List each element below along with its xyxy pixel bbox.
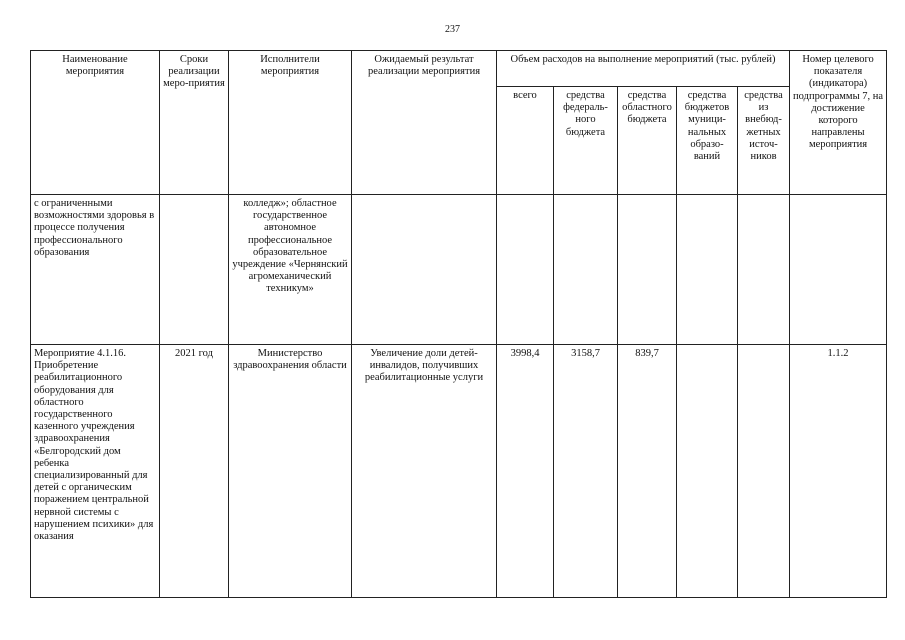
header-municipal-budget: средства бюджетов муници-нальных образо-ваний <box>677 87 738 195</box>
row-indicator <box>790 195 887 345</box>
header-indicator-number: Номер целевого показателя (индикатора) подпрограммы 7, на достижение которого направлены мероприятия <box>790 51 887 195</box>
row-expected-result: Увеличение доли детей-инвалидов, получивших реабилитационные услуги <box>352 345 497 598</box>
header-offbudget-sources: средства из внебюд-жетных источ-ников <box>738 87 790 195</box>
row-municipal <box>677 195 738 345</box>
header-expected-result: Ожидаемый результат реализации мероприятия <box>352 51 497 195</box>
page-number: 237 <box>445 24 460 35</box>
row-terms <box>160 195 229 345</box>
row-total <box>497 195 554 345</box>
header-federal-budget: средства федераль-ного бюджета <box>554 87 618 195</box>
row-terms: 2021 год <box>160 345 229 598</box>
row-expected-result <box>352 195 497 345</box>
row-regional <box>618 195 677 345</box>
row-regional: 839,7 <box>618 345 677 598</box>
row-offbudget <box>738 195 790 345</box>
row-federal: 3158,7 <box>554 345 618 598</box>
row-federal <box>554 195 618 345</box>
header-executors: Исполнители мероприятия <box>229 51 352 195</box>
row-offbudget <box>738 345 790 598</box>
header-name: Наименование мероприятия <box>31 51 160 195</box>
row-name: Мероприятие 4.1.16. Приобретение реабилитационного оборудования для областного государственного казенного учреждения здравоохранения «Белгородский дом ребенка специализированный для детей с органическим поражением центральной нервной системы с нарушением психики» для оказания <box>31 345 160 598</box>
header-row-1 <box>31 51 887 87</box>
table-row <box>31 345 887 598</box>
row-municipal <box>677 345 738 598</box>
table-row <box>31 195 887 345</box>
header-terms: Сроки реализации меро-приятия <box>160 51 229 195</box>
row-name: с ограниченными возможностями здоровья в процессе получения профессионального образования <box>31 195 160 345</box>
row-indicator: 1.1.2 <box>790 345 887 598</box>
measures-table <box>30 50 887 598</box>
header-total: всего <box>497 87 554 195</box>
header-regional-budget: средства областного бюджета <box>618 87 677 195</box>
row-executors: колледж»; областное государственное автономное профессиональное образовательное учреждение «Чернянский агромеханический техникум» <box>229 195 352 345</box>
header-expenses-volume: Объем расходов на выполнение мероприятий (тыс. рублей) <box>497 51 790 87</box>
row-executors: Министерство здравоохранения области <box>229 345 352 598</box>
row-total: 3998,4 <box>497 345 554 598</box>
